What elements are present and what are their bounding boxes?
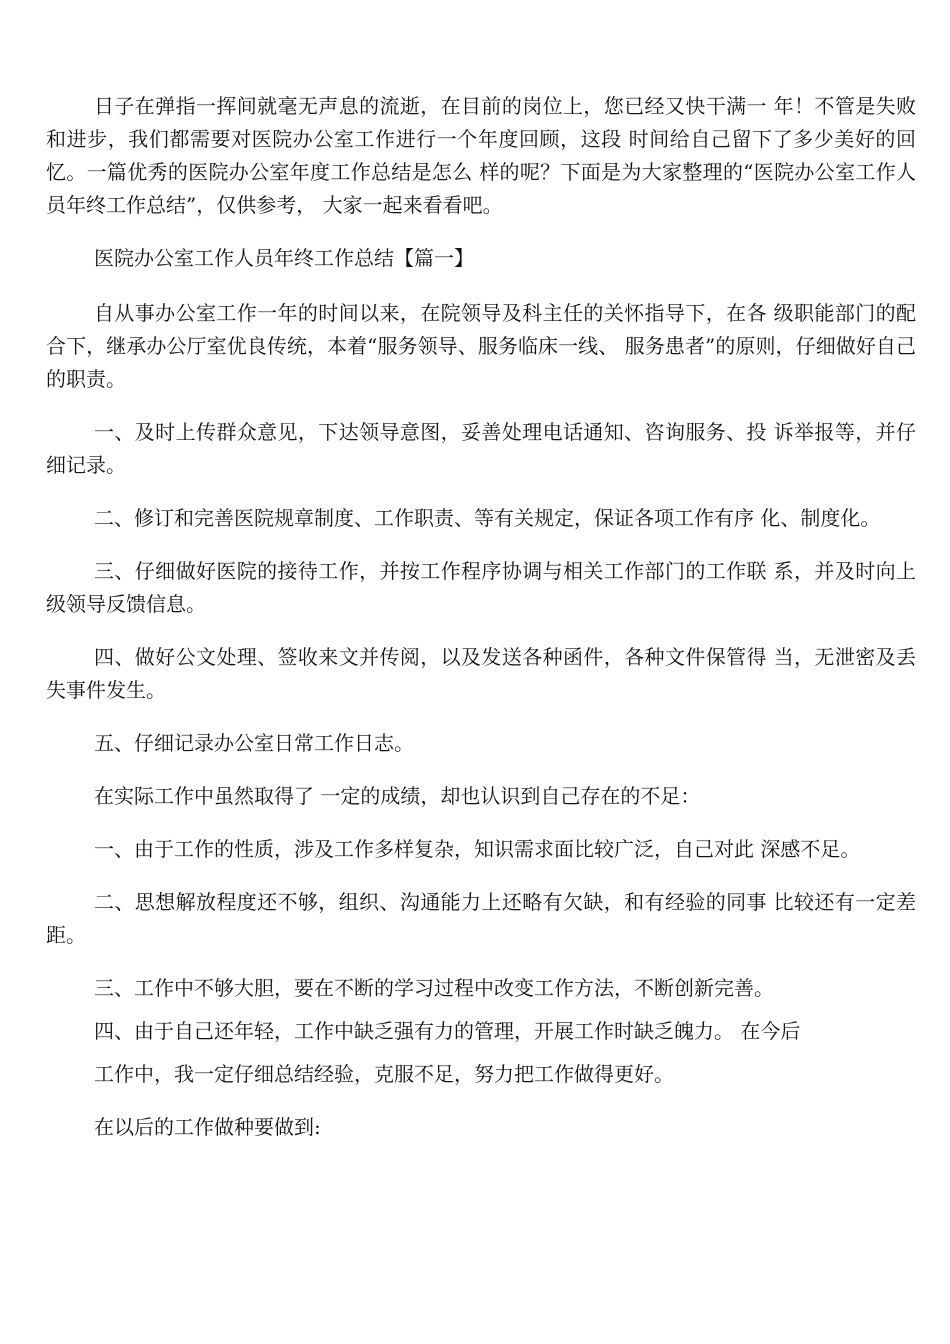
list-item-1: 一、及时上传群众意见，下达领导意图，妥善处理电话通知、咨询服务、投 诉举报等，并仔细记录。 bbox=[46, 420, 916, 477]
shortcomings-intro: 在实际工作中虽然取得了 一定的成绩，却也认识到自己存在的不足： bbox=[94, 784, 701, 808]
document-body bbox=[46, 90, 916, 1164]
intro-paragraph: 日子在弹指一挥间就毫无声息的流逝，在目前的岗位上，您已经又快干满一 年！不管是失败和进步，我们都需要对医院办公室工作进行一个年度回顾，这段 时间给自己留下了多少美好的回忆。一篇优秀的医院办公室年度工作总结是怎么 样的呢？下面是为大家整理的“医院办公室工作人员年终工作总结”，仅供参考， 大家一起来看看吧。 bbox=[46, 94, 916, 217]
shortcoming-item-3: 三、工作中不够大胆，要在不断的学习过程中改变工作方法，不断创新完善。 bbox=[94, 976, 774, 1000]
list-item-4: 四、做好公文处理、签收来文并传阅，以及发送各种函件，各种文件保管得 当，无泄密及丢失事件发生。 bbox=[46, 645, 916, 702]
shortcoming-item-2: 二、思想解放程度还不够，组织、沟通能力上还略有欠缺，和有经验的同事 比较还有一定差距。 bbox=[46, 890, 916, 947]
list-item-3: 三、仔细做好医院的接待工作，并按工作程序协调与相关工作部门的工作联 系，并及时向上级领导反馈信息。 bbox=[46, 559, 916, 616]
list-item-5: 五、仔细记录办公室日常工作日志。 bbox=[94, 731, 414, 755]
section-title: 医院办公室工作人员年终工作总结【篇一】 bbox=[94, 246, 474, 270]
list-item-2: 二、修订和完善医院规章制度、工作职责、等有关规定，保证各项工作有序 化、制度化。 bbox=[94, 506, 881, 530]
future-commitment: 工作中，我一定仔细总结经验，克服不足，努力把工作做得更好。 bbox=[94, 1062, 674, 1086]
future-plan-intro: 在以后的工作做种要做到: bbox=[94, 1115, 321, 1139]
body-paragraph: 自从事办公室工作一年的时间以来，在院领导及科主任的关怀指导下，在各 级职能部门的配合下，继承办公厅室优良传统，本着“服务领导、服务临床一线、 服务患者”的原则，仔细做好自己的职责。 bbox=[46, 301, 916, 391]
shortcoming-item-4: 四、由于自己还年轻，工作中缺乏强有力的管理，开展工作时缺乏魄力。 在今后 bbox=[94, 1019, 801, 1043]
shortcoming-item-1: 一、由于工作的性质，涉及工作多样复杂，知识需求面比较广泛，自己对此 深感不足。 bbox=[94, 837, 861, 861]
